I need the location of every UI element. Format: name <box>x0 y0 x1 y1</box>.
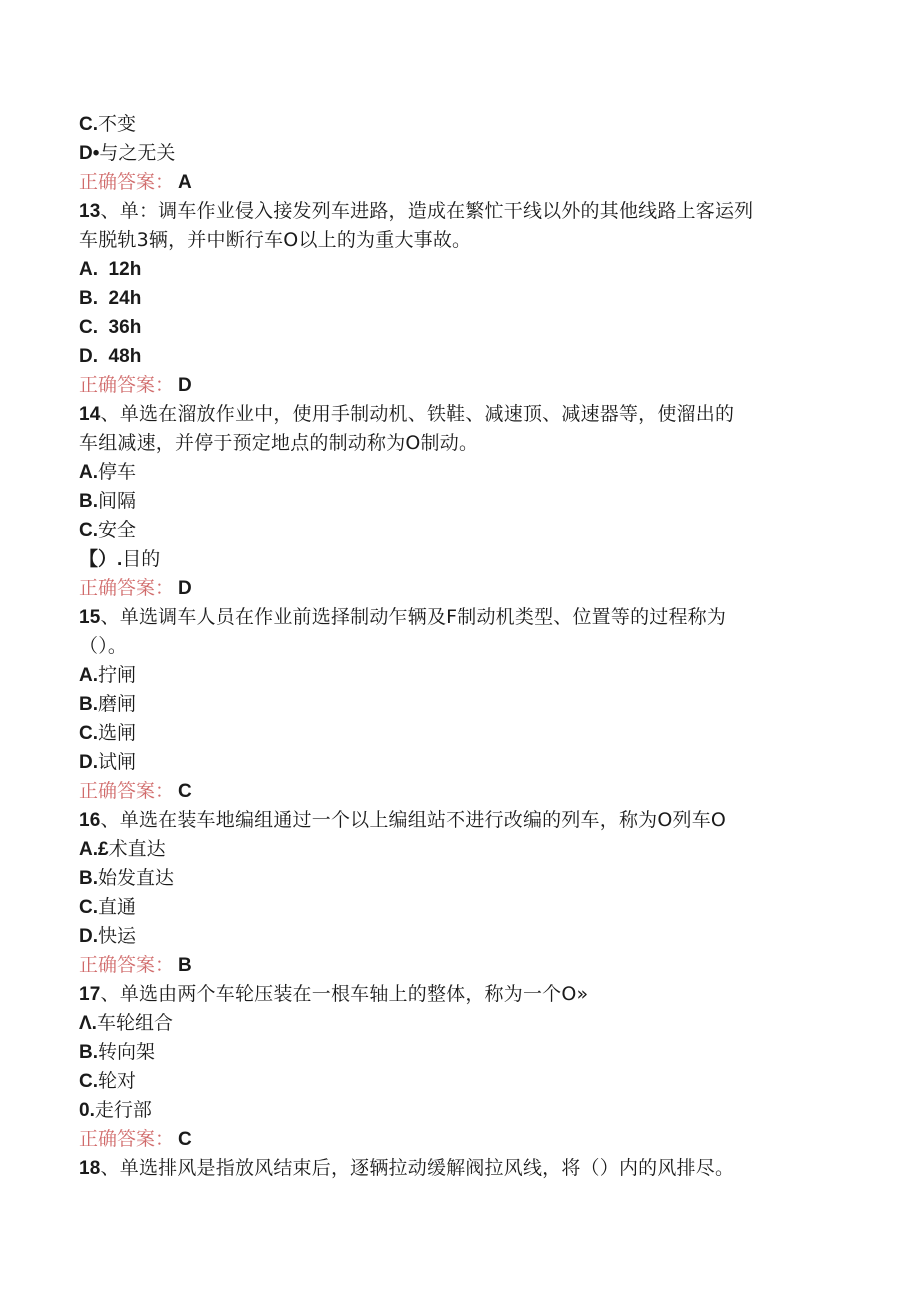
answer-value: B <box>178 955 192 976</box>
question-line <box>79 226 836 255</box>
option-text: 快运 <box>98 925 137 947</box>
option-text: 不变 <box>98 113 137 135</box>
answer-value: D <box>178 375 192 396</box>
option-line <box>79 690 836 719</box>
question-line <box>79 806 836 835</box>
answer-line <box>79 574 836 603</box>
option-line <box>79 893 836 922</box>
option-line <box>79 139 836 168</box>
option-key: C. <box>79 317 98 338</box>
question-line <box>79 400 836 429</box>
option-line <box>79 748 836 777</box>
option-line <box>79 922 836 951</box>
option-key: D. <box>79 926 98 947</box>
option-text: 12h <box>98 259 142 280</box>
option-text: 轮对 <box>98 1070 137 1092</box>
question-text: 、单选调车人员在作业前选择制动乍辆及F制动机类型、位置等的过程称为 <box>100 606 727 628</box>
option-text: 目的 <box>122 548 161 570</box>
answer-value: D <box>178 578 192 599</box>
option-line <box>79 313 836 342</box>
option-text: 磨闸 <box>98 693 137 715</box>
option-line <box>79 835 836 864</box>
question-text: 、单选在溜放作业中，使用手制动机、铁鞋、减速顶、减速器等，使溜出的 <box>100 403 735 425</box>
answer-line <box>79 951 836 980</box>
option-key: Λ. <box>79 1013 97 1034</box>
option-text: 车轮组合 <box>96 1012 173 1034</box>
option-line <box>79 255 836 284</box>
option-key: C. <box>79 723 98 744</box>
option-key: B. <box>79 491 98 512</box>
question-line <box>79 429 836 458</box>
answer-line <box>79 777 836 806</box>
option-line <box>79 545 836 574</box>
option-key: A. <box>79 462 98 483</box>
answer-value: C <box>178 781 192 802</box>
question-line <box>79 980 836 1009</box>
option-key: B. <box>79 1042 98 1063</box>
option-key: C. <box>79 1071 98 1092</box>
question-number: 18 <box>79 1158 101 1179</box>
option-text: 间隔 <box>98 490 137 512</box>
question-text: 、单选在装车地编组通过一个以上编组站不进行改编的列车，称为O列车O <box>100 809 727 831</box>
question-line <box>79 603 836 632</box>
option-line <box>79 516 836 545</box>
option-key: D• <box>79 143 100 164</box>
option-line <box>79 110 836 139</box>
option-line <box>79 1009 836 1038</box>
question-number: 13 <box>79 201 101 222</box>
option-text: 直通 <box>98 896 137 918</box>
option-text: 与之无关 <box>99 142 176 164</box>
option-text: 转向架 <box>98 1041 156 1063</box>
option-line <box>79 864 836 893</box>
answer-line <box>79 371 836 400</box>
question-number: 15 <box>79 607 101 628</box>
answer-label: 正确答案： <box>79 171 175 193</box>
option-text: 试闸 <box>98 751 137 773</box>
question-text: 、单选排风是指放风结束后，逐辆拉动缓解阀拉风线，将（）内的风排尽。 <box>100 1157 735 1179</box>
option-key: D. <box>79 346 98 367</box>
option-line <box>79 342 836 371</box>
option-line <box>79 1038 836 1067</box>
answer-value: C <box>178 1129 192 1150</box>
option-line <box>79 1067 836 1096</box>
option-text: 48h <box>98 346 142 367</box>
answer-label: 正确答案： <box>79 577 175 599</box>
option-line <box>79 1096 836 1125</box>
option-key: A.£ <box>79 839 109 860</box>
option-text: 停车 <box>98 461 137 483</box>
option-text: 36h <box>98 317 142 338</box>
option-line <box>79 487 836 516</box>
question-text: 、单选由两个车轮压装在一根车轴上的整体，称为一个O» <box>100 983 589 1005</box>
option-line <box>79 661 836 690</box>
answer-label: 正确答案： <box>79 780 175 802</box>
option-key: C. <box>79 520 98 541</box>
option-text: 24h <box>98 288 142 309</box>
option-text: 安全 <box>98 519 137 541</box>
option-text: 走行部 <box>94 1099 152 1121</box>
option-key: B. <box>79 694 98 715</box>
question-text: 车组减速，并停于预定地点的制动称为O制动。 <box>79 432 479 454</box>
option-text: 始发直达 <box>98 867 175 889</box>
question-number: 16 <box>79 810 101 831</box>
answer-label: 正确答案： <box>79 1128 175 1150</box>
option-key: B. <box>79 868 98 889</box>
question-text: 车脱轨3辆，并中断行车O以上的为重大事故。 <box>79 229 472 251</box>
question-text: 、单：调车作业侵入接发列车进路，造成在繁忙干线以外的其他线路上客运列 <box>100 200 754 222</box>
answer-line <box>79 168 836 197</box>
option-key: A. <box>79 259 98 280</box>
question-line <box>79 197 836 226</box>
option-key: B. <box>79 288 98 309</box>
option-key: C. <box>79 114 98 135</box>
question-number: 17 <box>79 984 101 1005</box>
question-text: （）。 <box>79 635 128 657</box>
option-key: C. <box>79 897 98 918</box>
answer-value: A <box>178 172 192 193</box>
option-key: 0. <box>79 1100 95 1121</box>
option-line <box>79 458 836 487</box>
option-key: A. <box>79 665 98 686</box>
option-text: 拧闸 <box>98 664 137 686</box>
question-number: 14 <box>79 404 101 425</box>
answer-line <box>79 1125 836 1154</box>
question-line <box>79 1154 836 1183</box>
question-line <box>79 632 836 661</box>
option-line <box>79 719 836 748</box>
option-key: D. <box>79 752 98 773</box>
option-text: 选闸 <box>98 722 137 744</box>
option-line <box>79 284 836 313</box>
option-key: 【）. <box>79 549 123 570</box>
option-text: 术直达 <box>108 838 166 860</box>
answer-label: 正确答案： <box>79 954 175 976</box>
answer-label: 正确答案： <box>79 374 175 396</box>
